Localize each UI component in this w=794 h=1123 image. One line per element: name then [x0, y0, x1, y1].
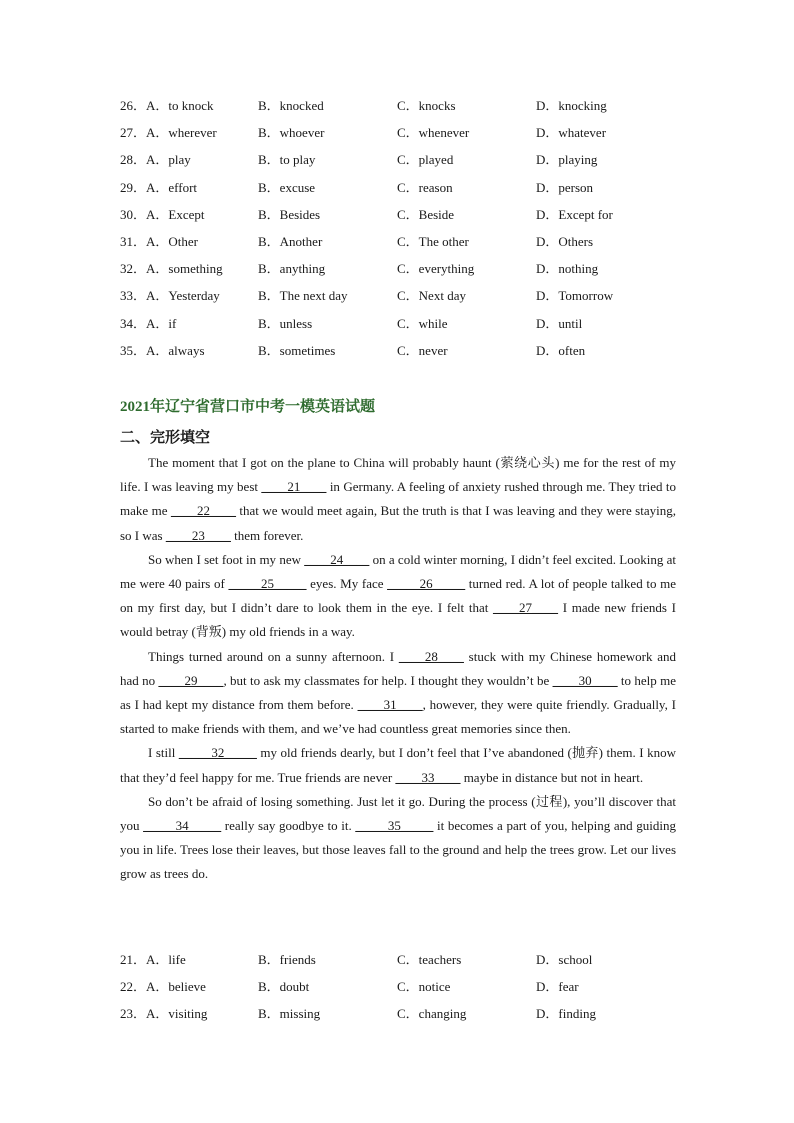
- option-a-text: A．if: [146, 315, 177, 331]
- blank-25: _____25_____: [228, 576, 307, 592]
- option-c: C．while: [397, 315, 448, 331]
- option-a: [120, 231, 258, 250]
- question-row-30: [120, 200, 680, 227]
- option-d: D．finding: [536, 1006, 596, 1022]
- option-b: B．Another: [258, 234, 323, 250]
- option-a: [120, 204, 258, 223]
- option-d: D．fear: [536, 979, 579, 995]
- option-d: D．often: [536, 342, 586, 358]
- blank-31: ____31____: [357, 697, 423, 713]
- option-b: B．doubt: [258, 979, 310, 995]
- question-number: 34．: [120, 315, 147, 331]
- text-segment: that we would meet again, But the truth is that I was leaving and they were staying, so I was: [120, 503, 676, 543]
- option-d: D．until: [536, 315, 583, 331]
- option-d: D．person: [536, 179, 594, 195]
- option-a: [120, 95, 258, 114]
- section-subtitle: 二、完形填空: [120, 430, 211, 446]
- question-number: 28．: [120, 152, 147, 168]
- option-a-text: A．to knock: [146, 98, 214, 114]
- question-number: 31．: [120, 234, 147, 250]
- question-row-35: [120, 336, 680, 363]
- option-a: [120, 1003, 258, 1022]
- option-c: C．everything: [397, 261, 475, 277]
- option-c: C．Beside: [397, 206, 455, 222]
- text-segment: , however, they were quite friendly. Gradually, I started to make friends with them, and we’ve had countless great memories since then.: [120, 697, 676, 737]
- text-segment: it becomes a part of you, helping and guiding you in life. Trees lose their leaves, but those leaves fall to the ground and help the trees grow. Let our lives grow as trees do.: [120, 818, 676, 882]
- question-row-23: [120, 999, 680, 1026]
- text-segment: turned red. A lot of people talked to me on my first day, but I didn’t dare to look them in the eye. I felt that: [120, 576, 676, 616]
- option-a: [120, 258, 258, 277]
- question-number: 29．: [120, 179, 147, 195]
- option-c: C．reason: [397, 179, 453, 195]
- blank-21: ____21____: [261, 479, 327, 495]
- option-a-text: A．effort: [146, 179, 198, 195]
- option-c: C．Next day: [397, 288, 466, 304]
- question-row-28: [120, 145, 680, 172]
- option-a: [120, 340, 258, 359]
- question-row-21: [120, 945, 680, 972]
- text-segment: them forever.: [230, 527, 304, 543]
- blank-29: ____29____: [158, 672, 224, 688]
- option-a: [120, 122, 258, 141]
- text-segment: maybe in distance but not in heart.: [460, 769, 644, 785]
- text-segment: stuck with my Chinese homework and had no: [120, 648, 676, 688]
- text-segment: I still: [148, 745, 179, 761]
- option-d: D．Others: [536, 234, 594, 250]
- text-segment: The moment that I got on the plane to China will probably haunt (萦绕心头) me for the rest of my life. I was leaving my best: [120, 455, 676, 495]
- option-b: B．friends: [258, 952, 316, 968]
- option-d: D．Tomorrow: [536, 288, 614, 304]
- question-row-31: [120, 227, 680, 254]
- option-b: B．Besides: [258, 206, 321, 222]
- text-segment: , but to ask my classmates for help. I thought they wouldn’t be: [223, 672, 553, 688]
- text-segment: Things turned around on a sunny afternoon. I: [148, 648, 399, 664]
- blank-27: ____27____: [493, 600, 559, 616]
- option-b: B．whoever: [258, 125, 325, 141]
- option-a-text: A．Yesterday: [146, 288, 220, 304]
- option-b: B．sometimes: [258, 342, 336, 358]
- blank-35: _____35_____: [355, 818, 434, 834]
- option-c: C．played: [397, 152, 454, 168]
- option-a-text: A．Other: [146, 234, 199, 250]
- question-number: 27．: [120, 125, 147, 141]
- blank-32: _____32_____: [178, 745, 257, 761]
- blank-34: _____34_____: [143, 818, 222, 834]
- question-row-29: [120, 173, 680, 200]
- paragraph-5: [120, 790, 676, 887]
- question-row-26: [120, 91, 680, 118]
- option-c: C．never: [397, 342, 448, 358]
- option-a-text: A．life: [146, 952, 186, 968]
- option-c: C．notice: [397, 979, 451, 995]
- option-c: C．knocks: [397, 98, 456, 114]
- question-row-33: [120, 281, 680, 308]
- question-number: 21．: [120, 952, 147, 968]
- option-a: [120, 976, 258, 995]
- text-segment: on a cold winter morning, I didn’t feel excited. Looking at me were 40 pairs of: [120, 551, 676, 592]
- option-d: D．knocking: [536, 98, 607, 114]
- question-number: 32．: [120, 261, 147, 277]
- text-segment: So don’t be afraid of losing something. Just let it go. During the process (过程), you’ll discover that you: [120, 793, 676, 834]
- question-row-22: [120, 972, 680, 999]
- option-a-text: A．wherever: [146, 125, 217, 141]
- paragraph-4: [120, 741, 676, 789]
- options-list-26-35: [120, 91, 680, 363]
- text-segment: really say goodbye to it.: [221, 818, 356, 834]
- option-b: B．excuse: [258, 179, 316, 195]
- blank-30: ____30____: [552, 672, 618, 688]
- option-b: B．The next day: [258, 288, 348, 304]
- option-a: [120, 149, 258, 168]
- option-c: C．teachers: [397, 952, 462, 968]
- question-number: 33．: [120, 288, 147, 304]
- option-c: C．whenever: [397, 125, 470, 141]
- options-list-21-23: [120, 945, 680, 1027]
- option-b: B．unless: [258, 315, 313, 331]
- blank-28: ____28____: [398, 648, 464, 664]
- blank-26: _____26_____: [387, 576, 466, 592]
- text-segment: So when I set foot in my new: [148, 551, 305, 567]
- text-segment: I made new friends I would betray (背叛) my old friends in a way.: [120, 600, 676, 640]
- option-a-text: A．play: [146, 152, 191, 168]
- option-c: C．changing: [397, 1006, 467, 1022]
- text-segment: in Germany. A feeling of anxiety rushed through me. They tried to make me: [120, 479, 677, 519]
- paragraph-3: [120, 645, 676, 742]
- text-segment: to help me as I had kept my distance from them before.: [120, 672, 676, 713]
- option-a-text: A．believe: [146, 979, 206, 995]
- option-d: D．playing: [536, 152, 598, 168]
- blank-24: ____24____: [304, 551, 370, 567]
- option-a-text: A．something: [146, 261, 223, 277]
- blank-23: ____23____: [165, 527, 231, 543]
- question-number: 35．: [120, 342, 147, 358]
- option-d: D．nothing: [536, 261, 599, 277]
- paragraph-1: [120, 451, 676, 548]
- blank-22: ____22____: [170, 503, 236, 519]
- option-a: [120, 285, 258, 304]
- question-number: 26．: [120, 98, 147, 114]
- question-number: 30．: [120, 206, 147, 222]
- option-d: D．whatever: [536, 125, 607, 141]
- option-a-text: A．Except: [146, 206, 205, 222]
- text-segment: my old friends dearly, but I don’t feel that I’ve abandoned (抛弃) them. I know that they’d feel happy for me. True friends are never: [120, 745, 676, 785]
- option-b: B．missing: [258, 1006, 321, 1022]
- option-a: [120, 177, 258, 196]
- section-title: 2021年辽宁省营口市中考一模英语试题: [120, 399, 376, 415]
- question-number: 23．: [120, 1006, 147, 1022]
- blank-33: ____33____: [395, 769, 461, 785]
- option-b: B．anything: [258, 261, 326, 277]
- question-row-32: [120, 254, 680, 281]
- option-a-text: A．visiting: [146, 1006, 208, 1022]
- option-b: B．knocked: [258, 98, 324, 114]
- question-number: 22．: [120, 979, 147, 995]
- text-segment: eyes. My face: [306, 576, 388, 592]
- paragraph-2: [120, 548, 676, 645]
- option-c: C．The other: [397, 234, 469, 250]
- option-a: [120, 313, 258, 332]
- option-d: D．school: [536, 952, 593, 968]
- option-b: B．to play: [258, 152, 316, 168]
- option-a-text: A．always: [146, 342, 205, 358]
- cloze-passage: [120, 451, 676, 887]
- option-a: [120, 949, 258, 968]
- question-row-34: [120, 309, 680, 336]
- option-d: D．Except for: [536, 206, 613, 222]
- question-row-27: [120, 118, 680, 145]
